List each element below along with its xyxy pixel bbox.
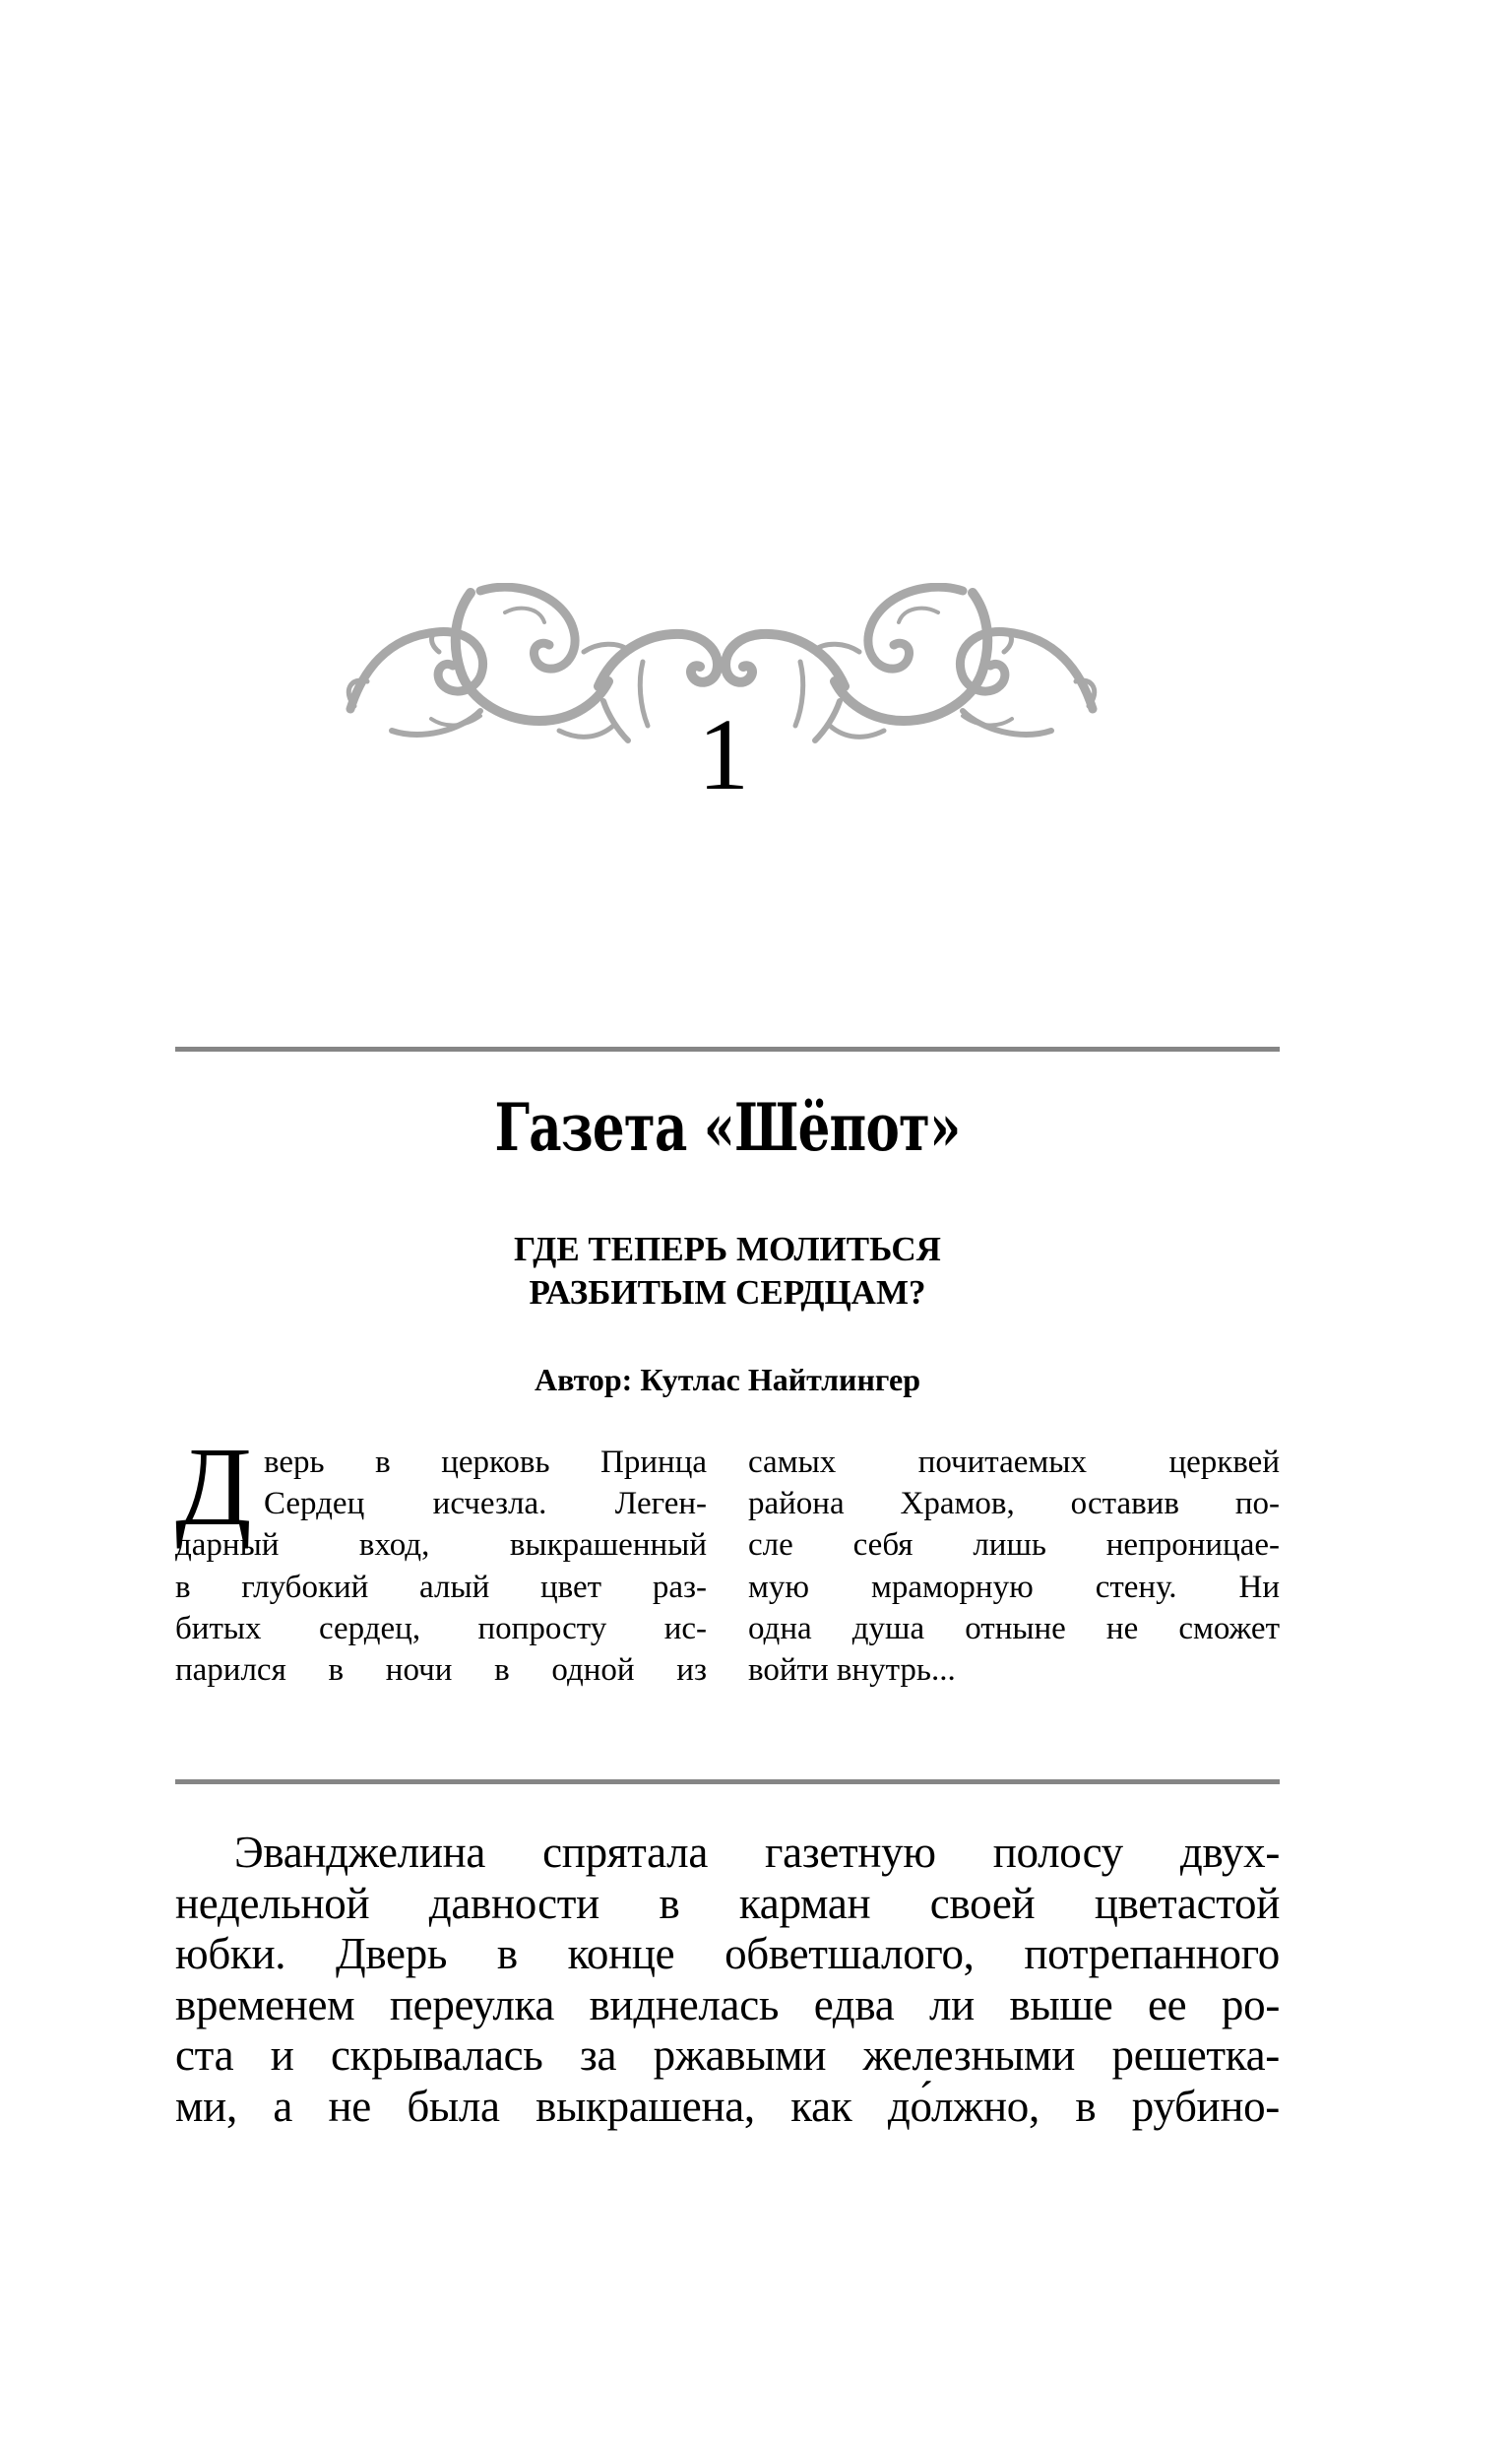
drop-cap: Д xyxy=(175,1424,252,1549)
body-paragraph xyxy=(175,1828,1280,2132)
column-line: войти внутрь... xyxy=(748,1651,956,1688)
body-line: ста и скрывалась за ржавыми железными решетка- xyxy=(175,2030,1280,2080)
column-line: сле себя лишь непроницае- xyxy=(748,1527,1280,1564)
headline-line: РАЗБИТЫМ СЕРДЦАМ? xyxy=(529,1273,926,1312)
chapter-number: 1 xyxy=(698,698,749,811)
article-column-left xyxy=(175,1424,707,1691)
top-rule-divider xyxy=(175,1047,1280,1052)
column-line: в глубокий алый цвет раз- xyxy=(175,1569,707,1605)
newspaper-masthead: Газета «Шёпот» xyxy=(494,1089,961,1166)
column-line: дарный вход, выкрашенный xyxy=(175,1527,707,1564)
column-line: парился в ночи в одной из xyxy=(175,1651,707,1688)
headline-line: ГДЕ ТЕПЕРЬ МОЛИТЬСЯ xyxy=(514,1230,941,1268)
column-line: самых почитаемых церквей xyxy=(748,1445,1280,1480)
column-line: мую мраморную стену. Ни xyxy=(748,1569,1280,1605)
column-line: района Храмов, оставив по- xyxy=(748,1486,1280,1522)
body-line: ми, а не была выкрашена, как до́лжно, в рубино- xyxy=(175,2081,1280,2131)
column-line: верь в церковь Принца xyxy=(264,1445,707,1480)
body-line: недельной давности в карман своей цветастой xyxy=(175,1878,1280,1928)
body-line: временем переулка виднелась едва ли выше ее ро- xyxy=(175,1979,1280,2029)
column-line: одна душа отныне не сможет xyxy=(748,1610,1280,1646)
article-headline xyxy=(175,1228,1280,1315)
column-line: Сердец исчезла. Леген- xyxy=(264,1486,707,1522)
article-column-right xyxy=(748,1442,1280,1691)
article-byline: Автор: Кутлас Найтлингер xyxy=(534,1362,920,1397)
bottom-rule-divider xyxy=(175,1779,1280,1784)
article-columns xyxy=(175,1424,1280,1691)
body-line: Эванджелина спрятала газетную полосу двух- xyxy=(234,1828,1280,1877)
column-line: битых сердец, попросту ис- xyxy=(175,1610,707,1646)
body-line: юбки. Дверь в конце обветшалого, потрепанного xyxy=(175,1929,1280,1978)
